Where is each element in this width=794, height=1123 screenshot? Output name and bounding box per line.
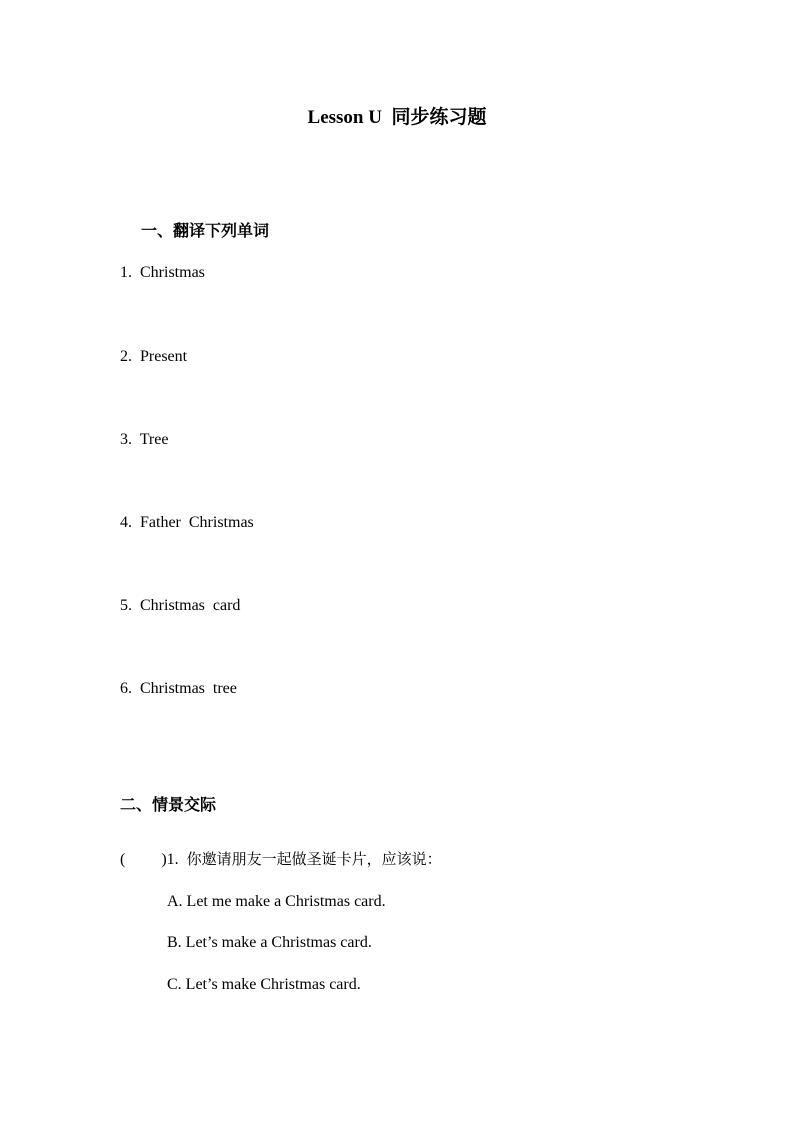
option-a: A. Let me make a Christmas card. [167,893,386,910]
option-b: B. Let’s make a Christmas card. [167,934,372,951]
answer-blank: ( )1. [120,851,187,868]
vocab-item: 5. Christmas card [120,597,241,614]
vocab-item: 6. Christmas tree [120,680,237,697]
option-c: C. Let’s make Christmas card. [167,976,361,993]
vocab-item: 2. Present [120,348,188,365]
question-1 [120,848,442,871]
section-heading-situational: 二、情景交际 [120,795,217,814]
vocab-item: 3. Tree [120,431,169,448]
vocab-item: 4. Father Christmas [120,514,254,531]
vocab-item: 1. Christmas [120,264,205,281]
page-title: Lesson U 同步练习题 [307,107,487,128]
section-heading-translate: 一、翻译下列单词 [141,221,270,240]
question-text: 你邀请朋友一起做圣诞卡片，应该说： [186,850,442,868]
